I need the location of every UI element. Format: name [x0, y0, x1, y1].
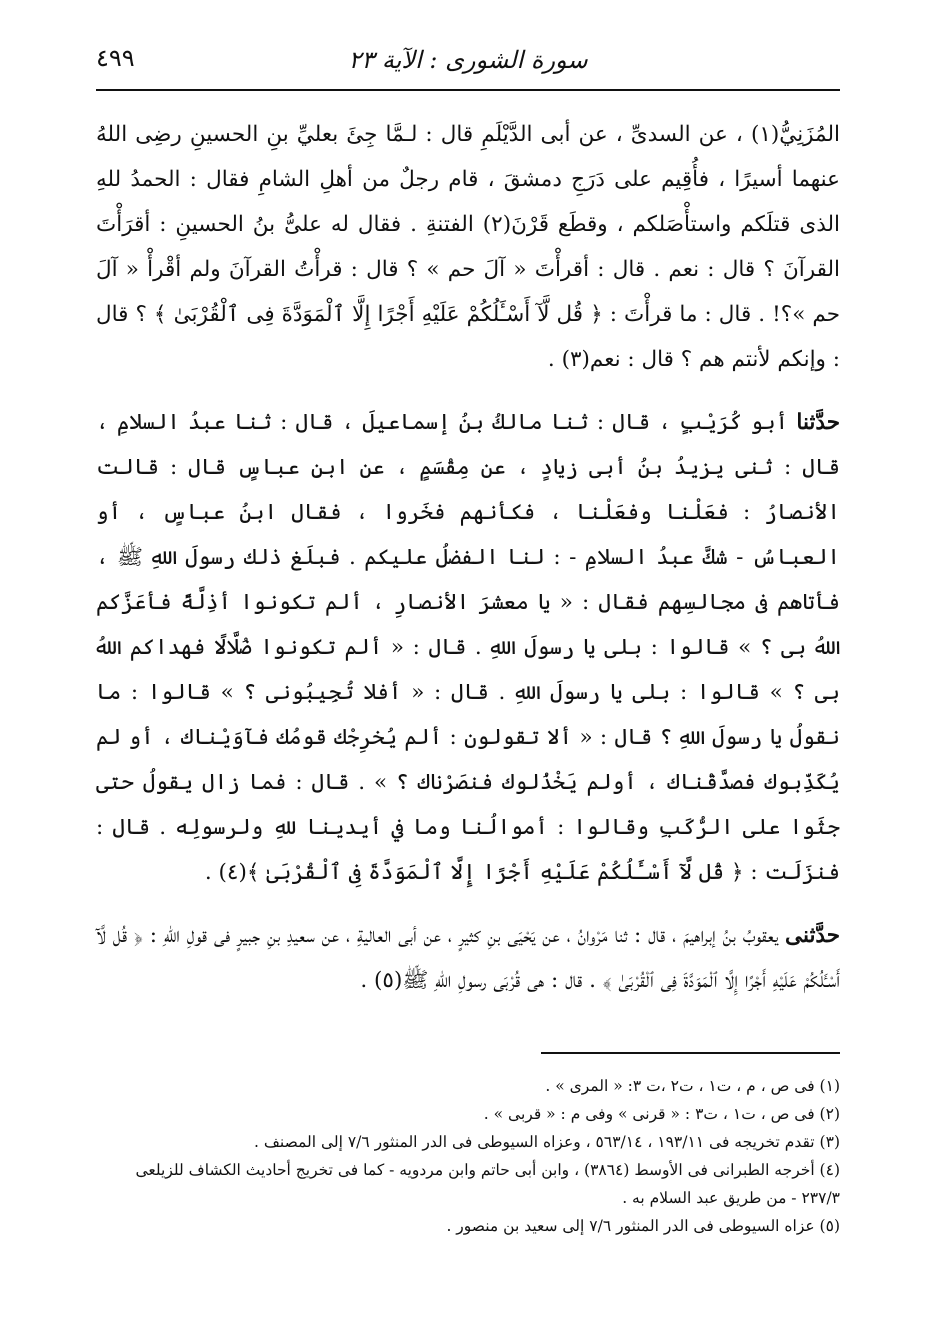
footnotes — [96, 1072, 840, 1240]
footnote-4: (٤) أخرجه الطبرانى فى الأوسط (٣٨٦٤) ، وابن أبى حاتم وابن مردويه - كما فى تخريج أحاديث الكشاف للزيلعى ٢٣٧/٣ - من طريق عبد السلام به . — [135, 1161, 840, 1207]
paragraph-3-text: يعقوبُ بنُ إبراهيمَ ، قال : ثنا مَرْوانُ ، عن يَحْيَى بنِ كثيرٍ ، عن أبى العاليةِ ، عن سعيدِ بنِ جبيرٍ فى قولِ اللهِ : ﴿ قُل لَّآ أَسْـَٔلُكُمْ عَلَيْهِ أَجْرًا إِلَّا ٱلْمَوَدَّةَ فِى ٱلْقُرْبَىٰ ﴾ . قال : هى قُرْبَى رسولِ اللهِ ﷺ(٥) . — [96, 923, 840, 993]
footnote-2: (٢) فى ص ، ت١ ، ت٣ : « قرنى » وفى م : « قربى » . — [483, 1105, 840, 1123]
main-text — [96, 112, 840, 1003]
paragraph-2 — [96, 400, 840, 895]
footnote-1: (١) فى ص ، م ، ت١ ، ت٢ ،ت ٣: « المرى » . — [545, 1077, 840, 1095]
paragraph-2-text: أبو كُرَيْبٍ ، قال : ثنا مالكُ بنُ إسماعيلَ ، قال : ثنا عبدُ السلامِ ، قال : ثنى يزيدُ بنُ أبى زيادٍ ، عن مِقْسَمٍ ، عن ابنِ عباسٍ قال : قالت الأنصارُ : فعَلْنا وفعَلْنا ، فكأنهم فخَروا ، فقال ابنُ عباسٍ ، أو العباسُ - شكَّ عبدُ السلامِ - : لنا الفضلُ عليكم . فبلَغ ذلك رسولَ اللهِ ﷺ ، فأتاهم فى مجالسِهم فقال : « يا معشرَ الأنصارِ ، ألم تكونوا أذِلَّةً فأعَزَّكم اللهُ بى ؟ » قالوا : بلى يا رسولَ اللهِ . قال : « ألم تكونوا ضُلَّالًا فهداكم اللهُ بى ؟ » قالوا : بلى يا رسولَ اللهِ . قال : « أفلا تُجِيبُونى ؟ » قالوا : ما نقولُ يا رسولَ اللهِ ؟ قال : « ألا تقولون : ألم يُخرِجْك قومُك فآوَيْناك ، أو لم يُكَذِّبوك فصدَّقْناك ، أولم يَخْذُلوك فنصَرْناك ؟ » . قال : فما زال يقولُ حتى جثَوا على الرُّكَبِ وقالوا : أموالُنا وما في أيدينا للهِ ولرسولِه . قال : فنزَلَت : ﴿ قُل لَّآ أَسْـَٔلُكُمْ عَلَيْهِ أَجْرًا إِلَّا ٱلْمَوَدَّةَ فِى ٱلْقُرْبَىٰ ﴾(٤) . — [96, 410, 840, 885]
paragraph-2-lead: حدَّثنا — [796, 410, 840, 435]
paragraph-1 — [96, 112, 840, 382]
header-rule — [96, 89, 840, 91]
running-title: سورة الشورى : الآية ٢٣ — [348, 46, 588, 74]
page-header — [96, 42, 840, 82]
paragraph-3 — [96, 913, 840, 1003]
page-number: ٤٩٩ — [96, 44, 135, 72]
footnote-separator — [541, 1052, 840, 1054]
paragraph-1-text: المُزَنِيُّ(١) ، عن السدىِّ ، عن أبى الدَّيْلَمِ قال : لـمَّا جِئَ بعليِّ بنِ الحسينِ رضِى اللهُ عنهما أسيرًا ، فأُقِيم على دَرَجِ دمشقَ ، قام رجلٌ من أهلِ الشامِ فقال : الحمدُ للهِ الذى قتلَكم واستأْصَلكم ، وقطَع قَرْنَ(٢) الفتنةِ . فقال له علىُّ بنُ الحسينِ : أقرَأْتَ القرآنَ ؟ قال : نعم . قال : أقرأْتَ « آلَ حم » ؟ قال : قرأْتُ القرآنَ ولم أقْرأْ « آلَ حم »؟! . قال : ما قرأْتَ : ﴿ قُل لَّآ أَسْـَٔلُكُمْ عَلَيْهِ أَجْرًا إِلَّا ٱلْمَوَدَّةَ فِى ٱلْقُرْبَىٰ ﴾ ؟ قال : وإنكم لأنتم هم ؟ قال : نعم(٣) . — [96, 122, 840, 372]
paragraph-3-lead: حدَّثنى — [785, 923, 840, 948]
footnote-5: (٥) عزاه السيوطى فى الدر المنثور ٧/٦ إلى سعيد بن منصور . — [446, 1217, 840, 1235]
footnote-3: (٣) تقدم تخريجه فى ١٩٣/١١ ، ٥٦٣/١٤ ، وعزاه السيوطى فى الدر المنثور ٧/٦ إلى المصنف . — [254, 1133, 840, 1151]
